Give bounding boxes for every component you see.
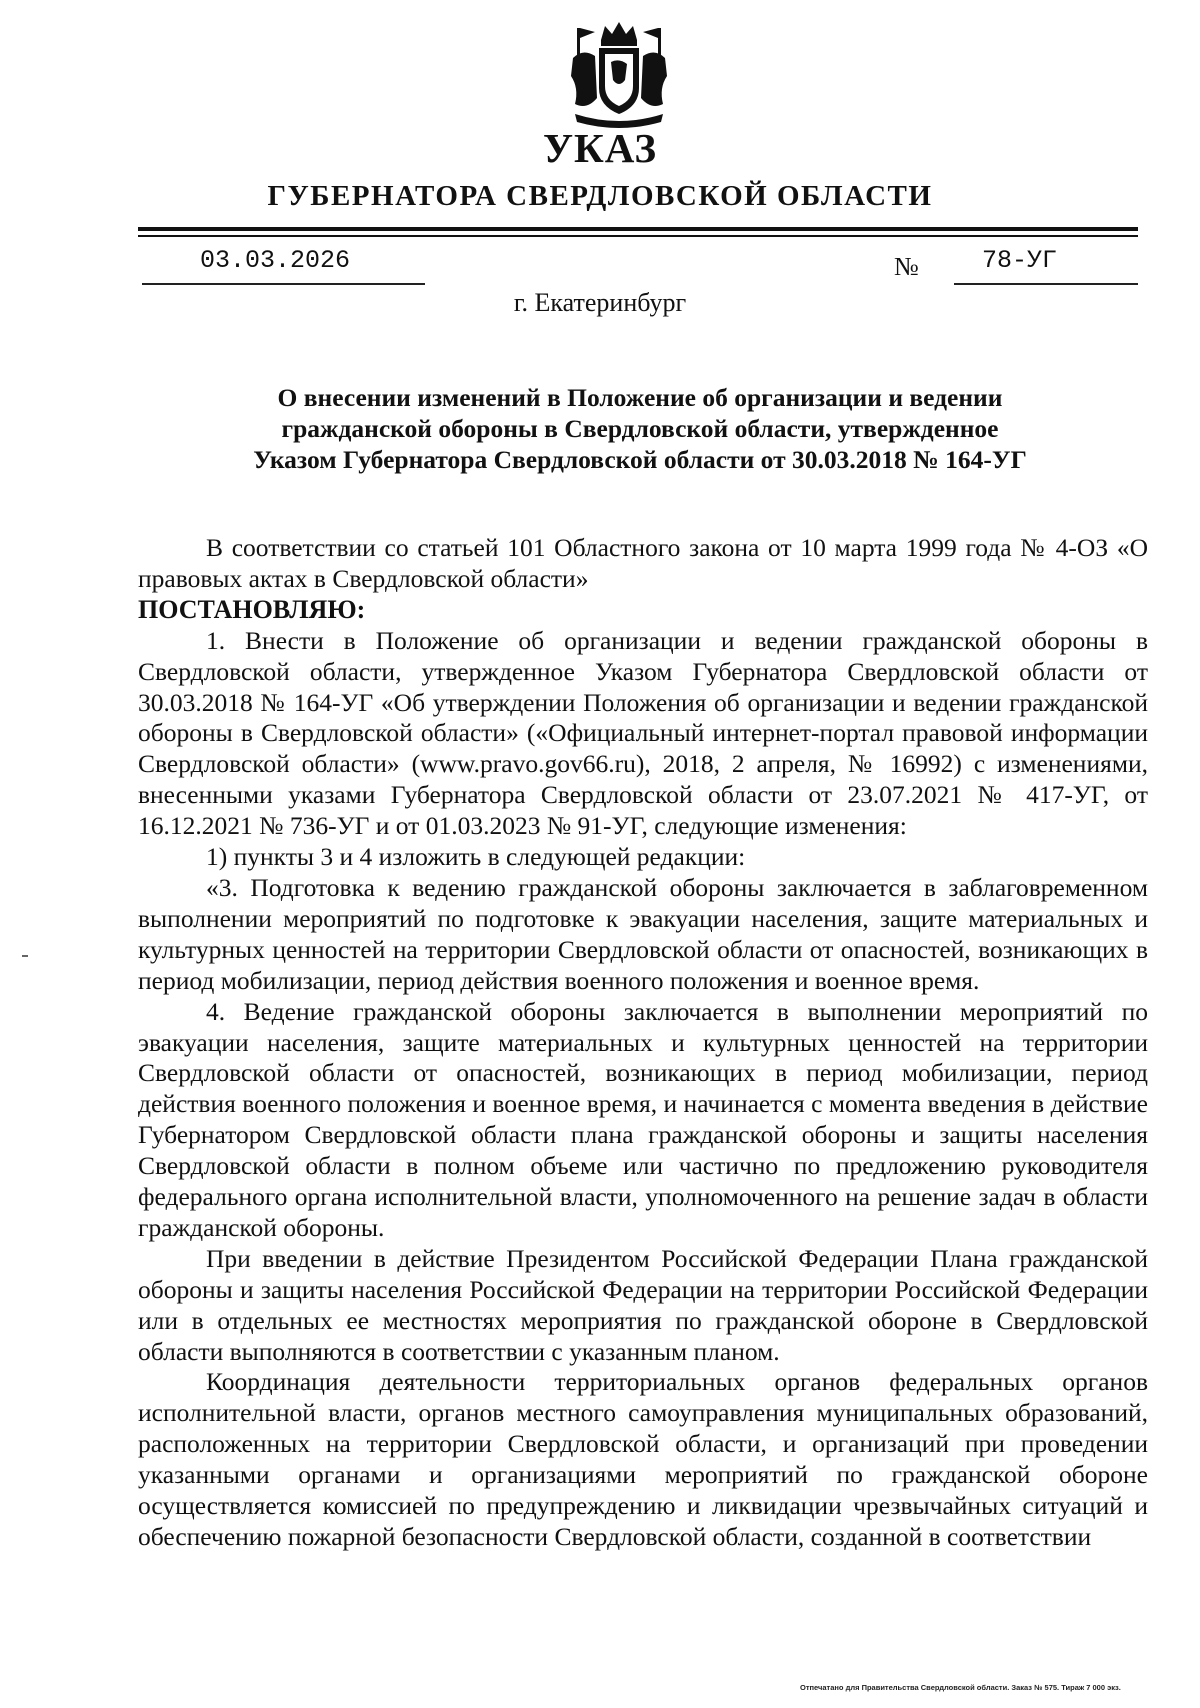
- document-date: 03.03.2026: [200, 246, 351, 275]
- scan-speck: [22, 955, 28, 957]
- paragraph-6: Координация деятельности территориальных органов федеральных органов исполнительной власти, органов местного самоуправления муниципальных образований, расположенных на территории Свердловской области, и организаций при проведении указанными органами и организациями мероприятий по гражданской обороне осуществляется комиссией по предупреждению и ликвидации чрезвычайных ситуаций и обеспечению пожарной безопасности Свердловской области, созданной в соответствии: [138, 1367, 1148, 1551]
- decree-word: ПОСТАНОВЛЯЮ:: [138, 594, 366, 624]
- printer-note: Отпечатано для Правительства Свердловской области. Заказ № 575. Тираж 7 000 экз.: [800, 1683, 1121, 1692]
- heading-line: Указом Губернатора Свердловской области от 30.03.2018 № 164-УГ: [253, 445, 1027, 474]
- paragraph-3: «3. Подготовка к ведению гражданской обороны заключается в заблаговременном выполнении мероприятий по подготовке к эвакуации населения, защите материальных и культурных ценностей на территории Свердловской области от опасностей, возникающих в период мобилизации, период действия военного положения и военное время.: [138, 872, 1148, 995]
- date-underline: [142, 283, 425, 285]
- number-underline: [954, 283, 1138, 285]
- paragraph-1: 1. Внести в Положение об организации и ведении гражданской обороны в Свердловской области, утвержденное Указом Губернатора Свердловской области от 30.03.2018 № 164-УГ «Об утверждении Положения об организации и ведении гражданской обороны в Свердловской области» («Официальный интернет-портал правовой информации Свердловской области» (www.pravo.gov66.ru), 2018, 2 апреля, № 16992) с изменениями, внесенными указами Губернатора Свердловской области от 23.07.2021 № 417-УГ, от 16.12.2021 № 736-УГ и от 01.03.2023 № 91-УГ, следующие изменения:: [138, 625, 1148, 841]
- document-heading: [140, 382, 1140, 475]
- number-sign: №: [894, 252, 919, 281]
- paragraph-5: При введении в действие Президентом Российской Федерации Плана гражданской обороны и защиты населения Российской Федерации на территории Российской Федерации или в отдельных ее местностях мероприятия по гражданской обороне в Свердловской области выполняются в соответствии с указанным планом.: [138, 1243, 1148, 1366]
- coat-of-arms-icon: [565, 18, 673, 130]
- document-title: УКАЗ: [542, 125, 658, 171]
- document-subtitle: ГУБЕРНАТОРА СВЕРДЛОВСКОЙ ОБЛАСТИ: [267, 180, 933, 212]
- heading-line: О внесении изменений в Положение об организации и ведении: [277, 383, 1003, 412]
- document-city: г. Екатеринбург: [513, 288, 687, 317]
- header-rule-thick: [138, 227, 1138, 231]
- header-rule-thin: [138, 235, 1138, 237]
- heading-line: гражданской обороны в Свердловской области, утвержденное: [281, 414, 999, 443]
- document-number: 78-УГ: [982, 246, 1058, 275]
- preamble-paragraph: В соответствии со статьей 101 Областного закона от 10 марта 1999 года № 4-ОЗ «О правовых актах в Свердловской области»: [138, 533, 1148, 593]
- document-body: [138, 533, 1148, 1553]
- paragraph-4: 4. Ведение гражданской обороны заключается в выполнении мероприятий по эвакуации населения, защите материальных и культурных ценностей на территории Свердловской области от опасностей, возникающих в период мобилизации, период действия военного положения и военное время, и начинается с момента введения в действие Губернатором Свердловской области плана гражданской обороны и защиты населения Свердловской области в полном объеме или частично по предложению руководителя федерального органа исполнительной власти, уполномоченного на решение задач в области гражданской обороны.: [138, 996, 1148, 1242]
- paragraph-2: 1) пункты 3 и 4 изложить в следующей редакции:: [206, 842, 746, 872]
